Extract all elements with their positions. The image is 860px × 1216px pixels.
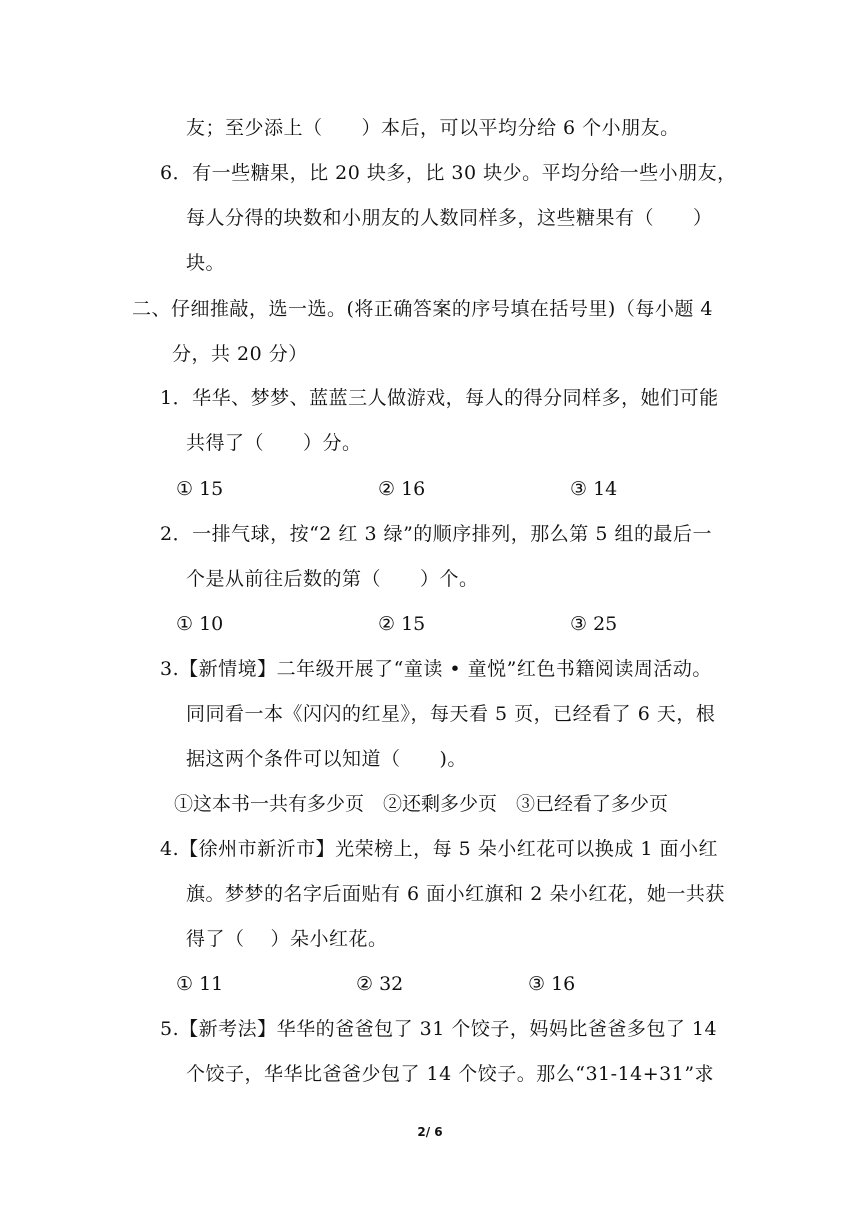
question-1-options	[176, 477, 676, 501]
question-4-options	[176, 972, 676, 996]
question-4-line-2: 旗。梦梦的名字后面贴有 6 面小红旗和 2 朵小红花，她一共获	[186, 883, 725, 905]
prev-question-tail: 友；至少添上（ ）本后，可以平均分给 6 个小朋友。	[186, 117, 680, 139]
option-2[interactable]: ② 16	[378, 478, 426, 500]
question-3-options: ①这本书一共有多少页 ②还剩多少页 ③已经看了多少页	[174, 793, 669, 815]
question-4-line-3: 得了（ ）朵小红花。	[186, 928, 388, 950]
option-3[interactable]: ③ 14	[570, 478, 618, 500]
page-number: 2/ 6	[417, 1125, 443, 1139]
section-2-title: 二、仔细推敲，选一选。(将正确答案的序号填在括号里)（每小题 4	[132, 298, 713, 320]
question-2-options	[176, 612, 676, 636]
question-6-line-3: 块。	[186, 252, 226, 274]
question-3-line-1: 3.【新情境】二年级开展了“童读 • 童悦”红色书籍阅读周活动。	[160, 658, 712, 680]
option-3[interactable]: ③ 25	[570, 613, 618, 635]
question-3-line-3: 据这两个条件可以知道（ )。	[186, 748, 467, 770]
option-2[interactable]: ② 15	[378, 613, 426, 635]
question-6-line-2: 每人分得的块数和小朋友的人数同样多，这些糖果有（ ）	[186, 207, 713, 229]
question-4-line-1: 4.【徐州市新沂市】光荣榜上，每 5 朵小红花可以换成 1 面小红	[160, 838, 718, 860]
question-1-line-1: 1．华华、梦梦、蓝蓝三人做游戏，每人的得分同样多，她们可能	[160, 387, 719, 409]
question-3-line-2: 同同看一本《闪闪的红星》，每天看 5 页，已经看了 6 天，根	[186, 703, 716, 725]
option-3[interactable]: ③ 16	[528, 973, 576, 995]
option-1[interactable]: ① 11	[176, 973, 224, 995]
question-2-line-1: 2．一排气球，按“2 红 3 绿”的顺序排列，那么第 5 组的最后一	[160, 523, 712, 545]
option-1[interactable]: ① 15	[176, 478, 224, 500]
question-2-line-2: 个是从前往后数的第（ ）个。	[186, 568, 479, 590]
question-6-line-1: 6．有一些糖果，比 20 块多，比 30 块少。平均分给一些小朋友，	[160, 162, 737, 184]
option-1[interactable]: ① 10	[176, 613, 224, 635]
question-5-line-1: 5.【新考法】华华的爸爸包了 31 个饺子，妈妈比爸爸多包了 14	[160, 1018, 718, 1040]
question-5-line-2: 个饺子，华华比爸爸少包了 14 个饺子。那么“31-14+31”求	[186, 1063, 715, 1085]
section-2-title-cont: 分，共 20 分）	[172, 343, 308, 365]
question-1-line-2: 共得了（ ）分。	[186, 432, 362, 454]
option-2[interactable]: ② 32	[356, 973, 404, 995]
